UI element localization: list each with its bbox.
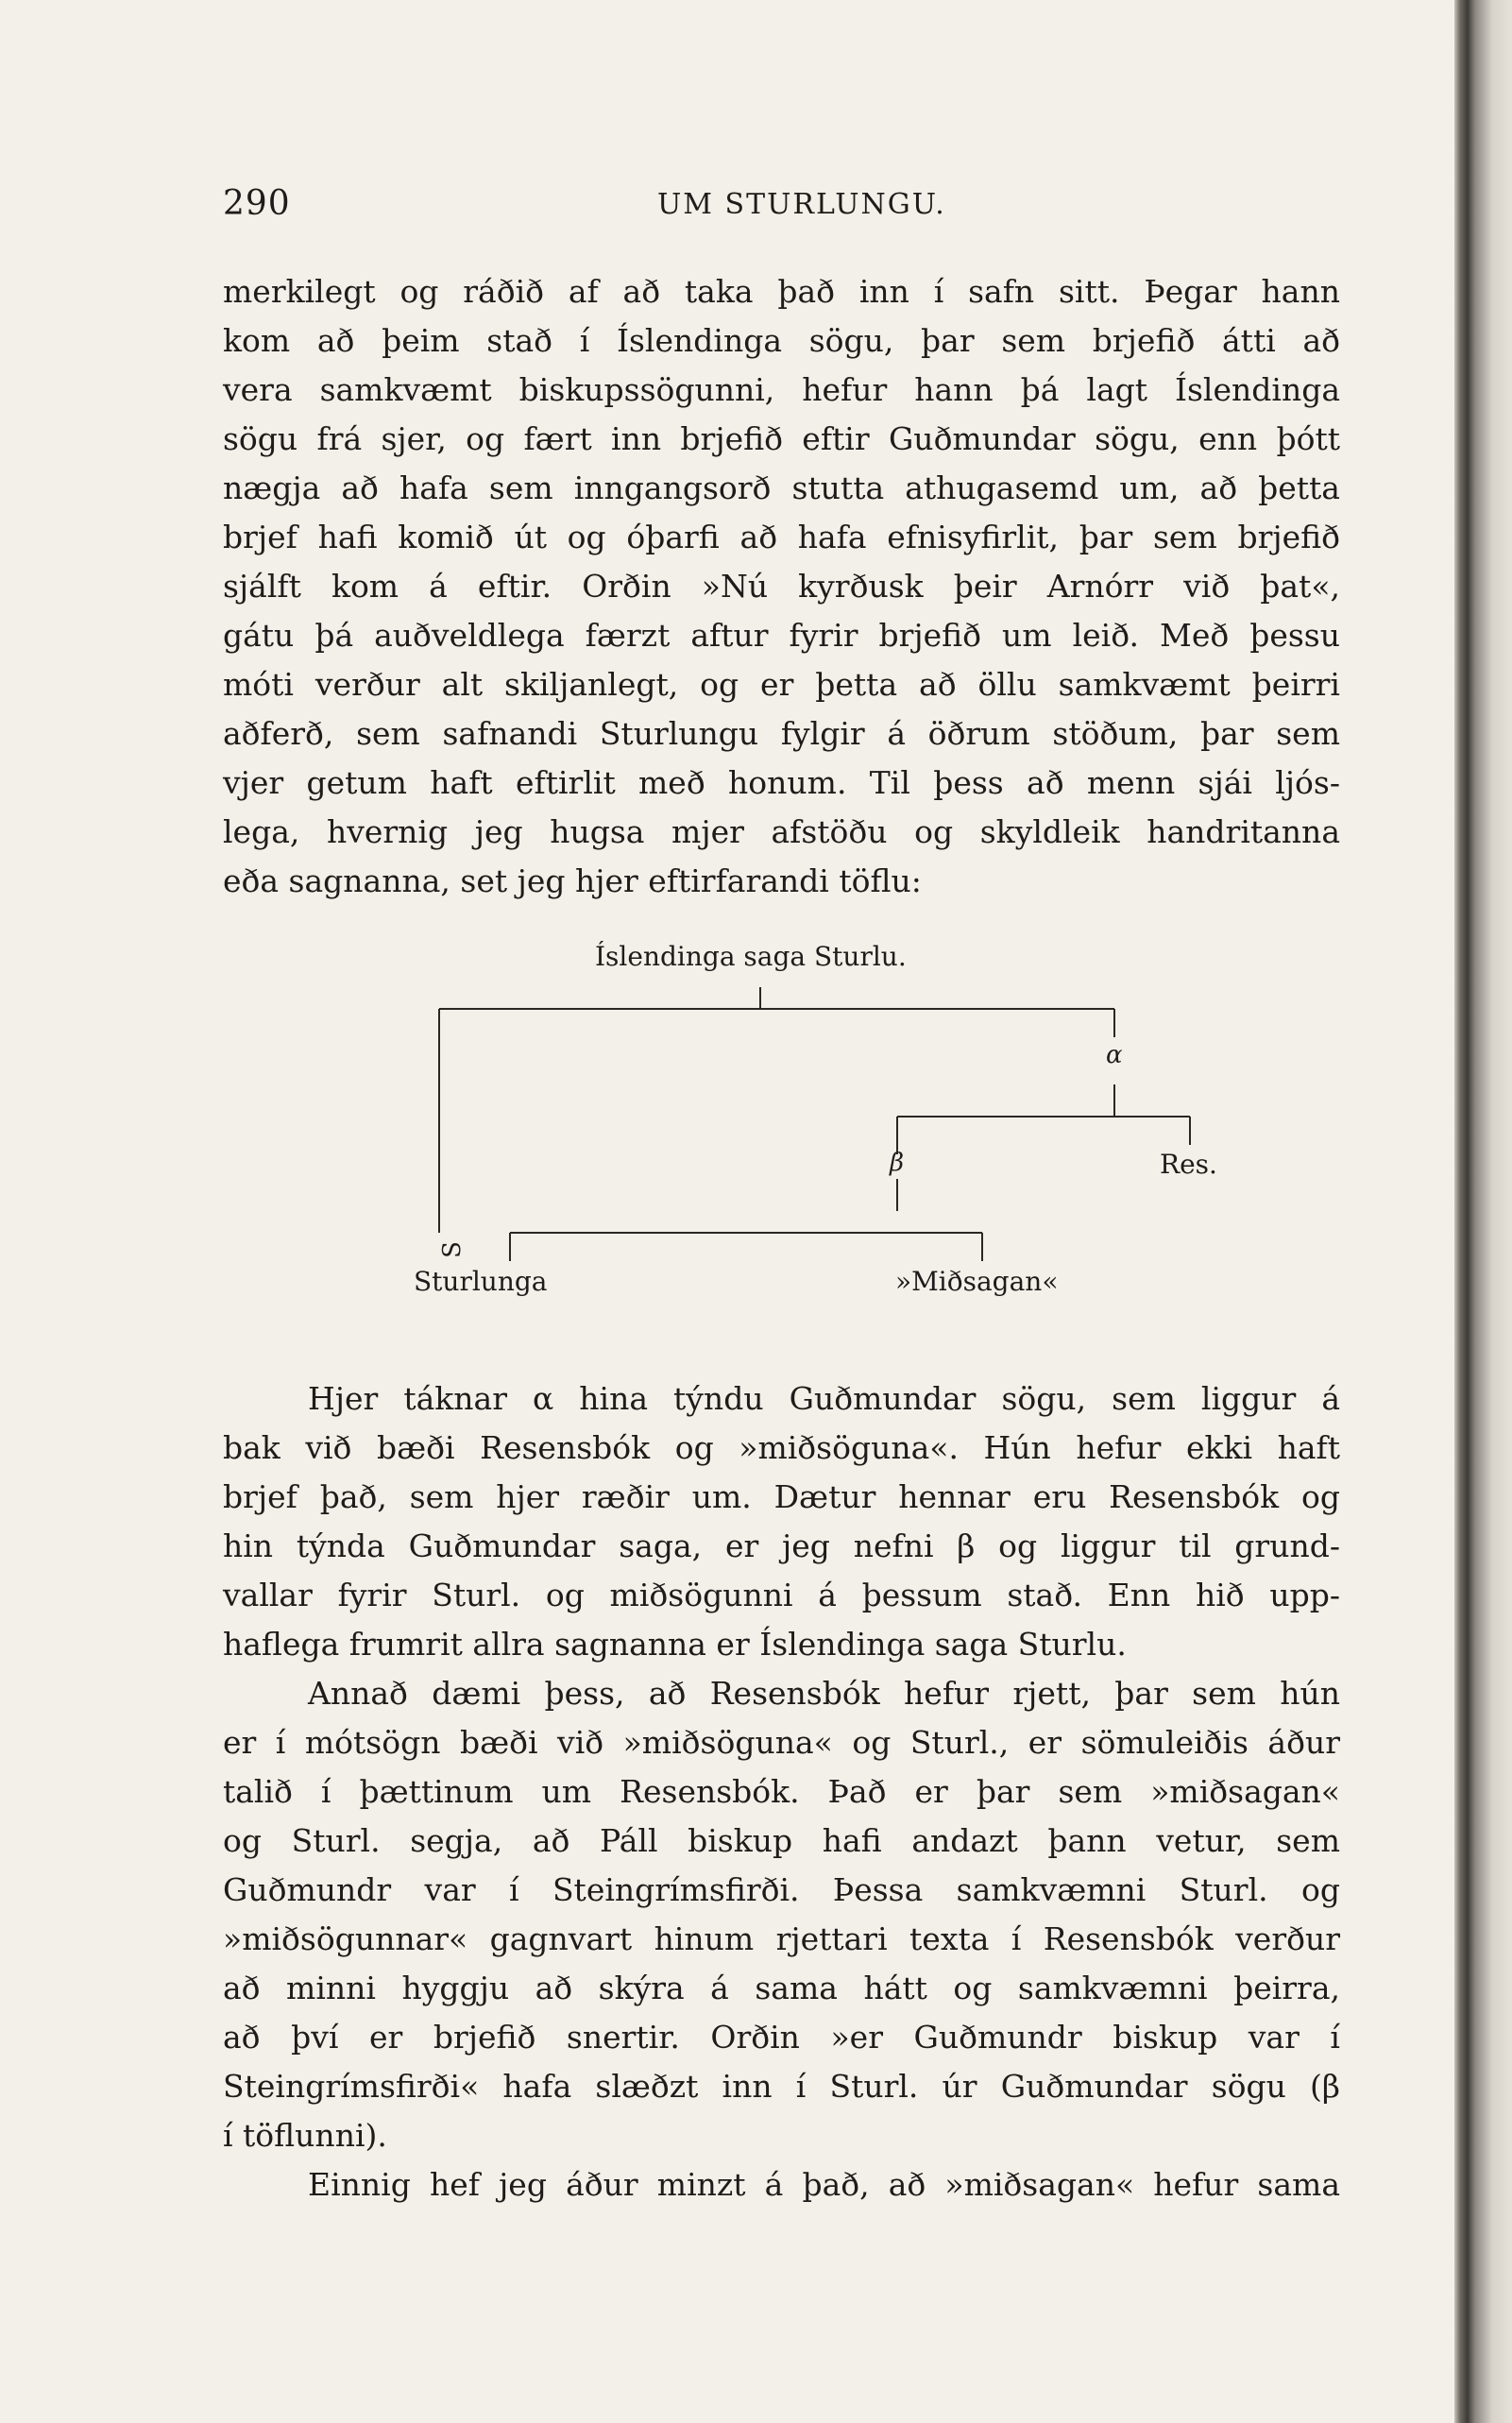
stemma-lines: [378, 935, 1266, 1322]
text-line: Einnig hef jeg áður minzt á það, að »miðsagan« hefur sama: [308, 2166, 1340, 2203]
root-label: Íslendinga saga Sturlu.: [595, 941, 907, 972]
midsagan-label: »Miðsagan«: [895, 1266, 1059, 1297]
text-line: er í mótsögn bæði við »miðsöguna« og Sturl., er sömuleiðis áður: [223, 1724, 1340, 1761]
text-line: Hjer táknar α hina týndu Guðmundar sögu, sem liggur á: [308, 1380, 1340, 1417]
text-line: lega, hvernig jeg hugsa mjer afstöðu og skyldleik handritanna: [223, 813, 1340, 850]
paragraph-1: [223, 267, 1340, 906]
text-line: vera samkvæmt biskupssögunni, hefur hann þá lagt Íslendinga: [223, 371, 1340, 408]
text-line: talið í þættinum um Resensbók. Það er þar sem »miðsagan«: [223, 1773, 1340, 1810]
text-line: hin týnda Guðmundar saga, er jeg nefni β og liggur til grund-: [223, 1527, 1340, 1564]
text-line: kom að þeim stað í Íslendinga sögu, þar sem brjefið átti að: [223, 322, 1340, 359]
text-line: í töflunni).: [223, 2117, 387, 2154]
text-line: haflega frumrit allra sagnanna er Íslendinga saga Sturlu.: [223, 1626, 1127, 1663]
res-label: Res.: [1160, 1149, 1217, 1180]
text-line: að því er brjefið snertir. Orðin »er Guðmundr biskup var í: [223, 2019, 1340, 2056]
text-line: að minni hyggju að skýra á sama hátt og samkvæmni þeirra,: [223, 1970, 1340, 2006]
text-line: eða sagnanna, set jeg hjer eftirfarandi töflu:: [223, 862, 922, 899]
text-line: bak við bæði Resensbók og »miðsöguna«. Hún hefur ekki haft: [223, 1429, 1340, 1466]
paragraph-2: [223, 1374, 1340, 2210]
text-line: »miðsögunnar« gagnvart hinum rjettari texta í Resensbók verður: [223, 1920, 1340, 1957]
text-line: gátu þá auðveldlega færzt aftur fyrir brjefið um leið. Með þessu: [223, 617, 1340, 654]
text-line: og Sturl. segja, að Páll biskup hafi andazt þann vetur, sem: [223, 1822, 1340, 1859]
stemma-diagram: [378, 935, 1266, 1322]
text-line: sögu frá sjer, og fært inn brjefið eftir Guðmundar sögu, enn þótt: [223, 420, 1340, 457]
beta-label: β: [890, 1149, 905, 1177]
page-number: 290: [223, 184, 291, 223]
text-line: Steingrímsfirði« hafa slæðzt inn í Sturl. úr Guðmundar sögu (β: [223, 2068, 1340, 2105]
text-line: sjálft kom á eftir. Orðin »Nú kyrðusk þeir Arnórr við þat«,: [223, 568, 1340, 605]
text-line: merkilegt og ráðið af að taka það inn í safn sitt. Þegar hann: [223, 273, 1340, 310]
page-edge-shadow: [1454, 0, 1512, 2423]
text-line: Guðmundr var í Steingrímsfirði. Þessa samkvæmni Sturl. og: [223, 1871, 1340, 1908]
sturlunga-label: Sturlunga: [414, 1266, 548, 1297]
alpha-label: α: [1106, 1041, 1123, 1069]
text-line: brjef hafi komið út og óþarfi að hafa efnisyfirlit, þar sem brjefið: [223, 519, 1340, 555]
text-line: móti verður alt skiljanlegt, og er þetta að öllu samkvæmt þeirri: [223, 666, 1340, 703]
text-line: Annað dæmi þess, að Resensbók hefur rjett, þar sem hún: [308, 1675, 1340, 1712]
text-line: vallar fyrir Sturl. og miðsögunni á þessum stað. Enn hið upp-: [223, 1577, 1340, 1613]
running-head: [223, 184, 1370, 231]
s-label: S: [437, 1241, 467, 1258]
text-line: nægja að hafa sem inngangsorð stutta athugasemd um, að þetta: [223, 469, 1340, 506]
text-line: vjer getum haft eftirlit með honum. Til þess að menn sjái ljós-: [223, 764, 1340, 801]
running-title: UM STURLUNGU.: [657, 188, 946, 221]
text-line: aðferð, sem safnandi Sturlungu fylgir á öðrum stöðum, þar sem: [223, 715, 1340, 752]
text-line: brjef það, sem hjer ræðir um. Dætur hennar eru Resensbók og: [223, 1478, 1340, 1515]
